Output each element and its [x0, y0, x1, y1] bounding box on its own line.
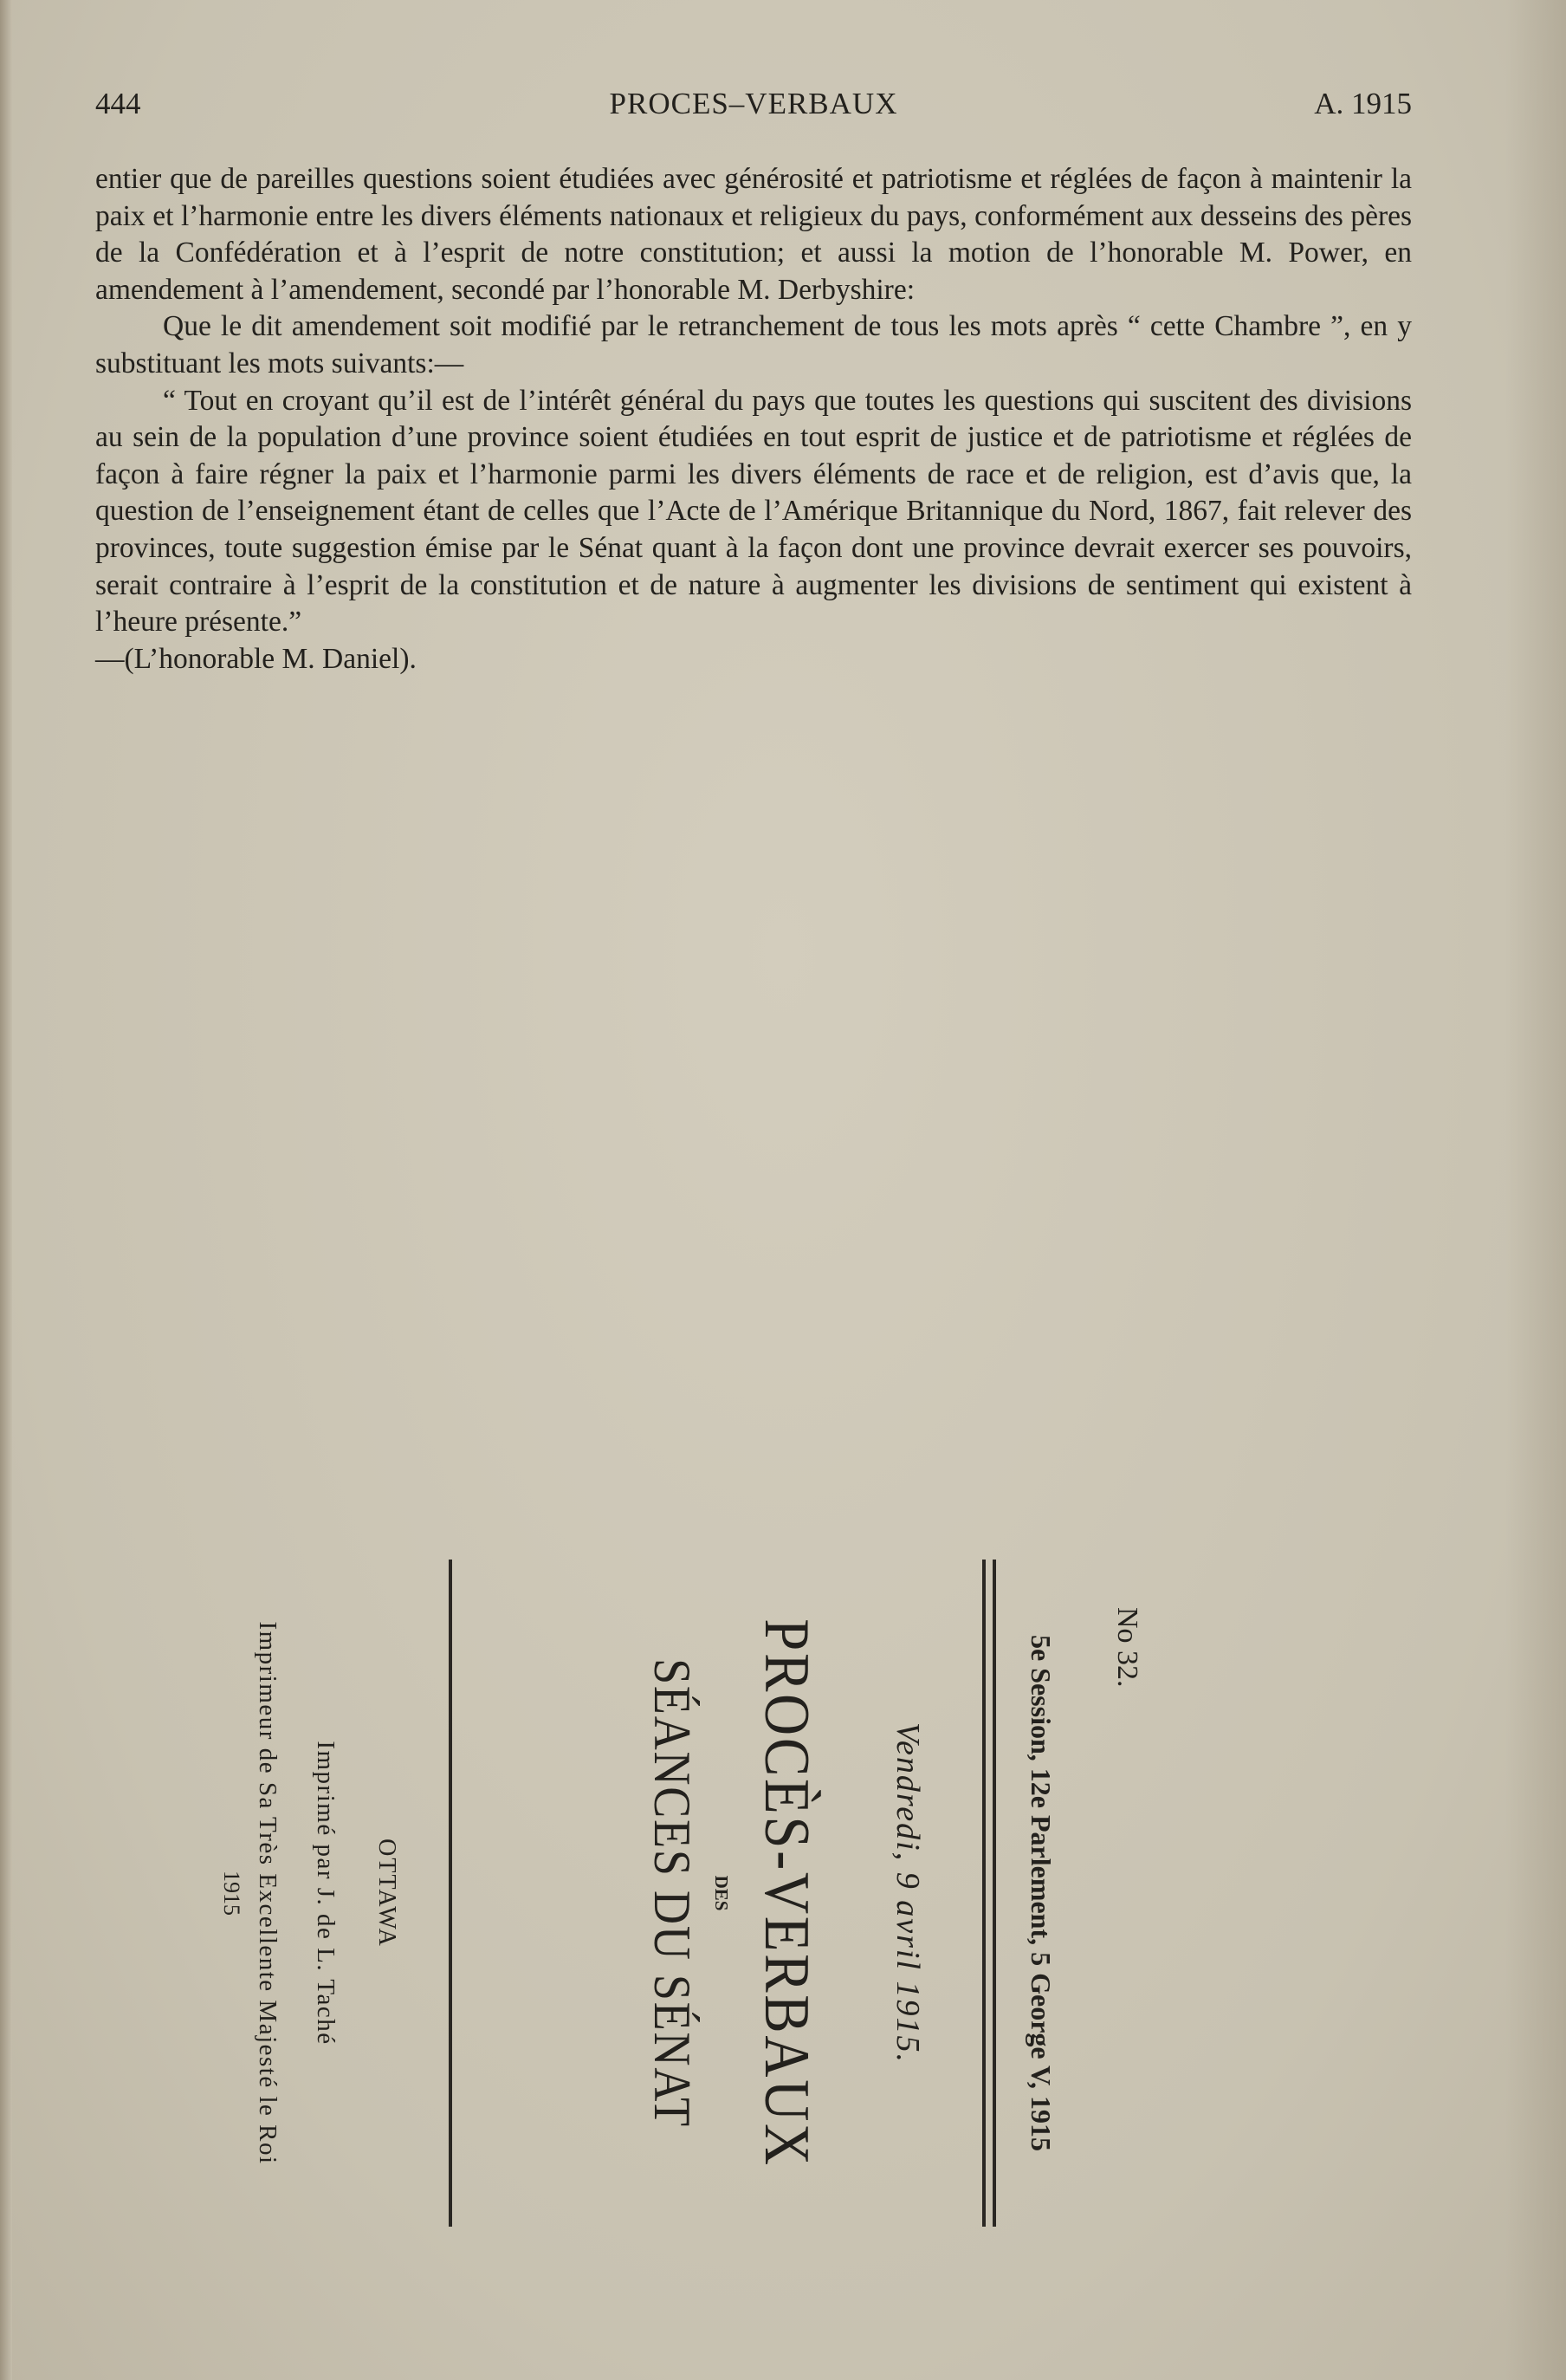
year-label: A. 1915: [1314, 87, 1412, 120]
rotated-cover-block: [121, 1521, 1187, 2266]
imprint-year: 1915: [219, 1871, 244, 1916]
double-rule-top-2: [982, 1560, 986, 2227]
imprint-city: OTTAWA: [373, 1839, 400, 1948]
cover-subtitle: SÉANCES DU SÉNAT: [644, 1658, 701, 2128]
imprint-printer-title: Imprimeur de Sa Très Excellente Majesté le Roi: [254, 1621, 281, 2165]
sitting-date: Vendredi, 9 avril 1915.: [890, 1722, 926, 2064]
page-number: 444: [95, 87, 141, 120]
double-rule-top-1: [993, 1560, 996, 2227]
cover-title: PROCÈS-VERBAUX: [751, 1618, 822, 2168]
page-fore-edge: [1505, 0, 1566, 2380]
session-line: 5e Session, 12e Parlement, 5 George V, 1915: [1026, 1634, 1057, 2152]
issue-number: No 32.: [1111, 1607, 1143, 1688]
paragraph-attribution: —(L’honorable M. Daniel).: [95, 642, 417, 675]
body-text: [95, 161, 1412, 678]
paragraph-continuation: entier que de pareilles questions soient étudiées avec générosité et patriotisme et réglées de façon à maintenir la paix et l’harmonie entre les divers éléments nationaux et religieux du pays, conformément aux desseins des pères de la Confédération et à l’esprit de notre constitution; et aussi la motion de l’honorable M. Power, en amendement à l’amendement, secondé par l’honorable M. Derbyshire:: [95, 163, 1412, 306]
page-header: [95, 87, 1412, 128]
page-binding-edge: [0, 0, 12, 2380]
paragraph-motion: Que le dit amendement soit modifié par le retranchement de tous les mots après “ cette Chambre ”, en y substituant les mots suivants:—: [95, 310, 1412, 379]
rule-bottom: [449, 1560, 452, 2227]
cover-title-des: DES: [711, 1875, 732, 1911]
running-title: PROCES–VERBAUX: [609, 87, 898, 120]
paragraph-quote: “ Tout en croyant qu’il est de l’intérêt général du pays que toutes les questions qui suscitent des divisions au sein de la population d’une province soient étudiées en tout esprit de justice et de patriotisme et réglées de façon à faire régner la paix et l’harmonie parmi les divers éléments de race et de religion, est d’avis que, la question de l’enseignement étant de celles que l’Acte de l’Amérique Britannique du Nord, 1867, fait relever des provinces, toute suggestion émise par le Sénat quant à la façon dont une province devrait exercer ses pouvoirs, serait contraire à l’esprit de la constitution et de nature à augmenter les divisions de sentiment qui existent à l’heure présente.”: [95, 384, 1412, 639]
imprint-printer: Imprimé par J. de L. Taché: [312, 1741, 340, 2046]
